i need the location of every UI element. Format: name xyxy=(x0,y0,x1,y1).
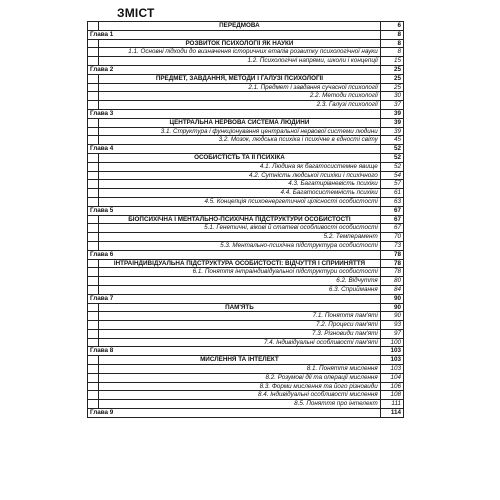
toc-entry-text: 7.4. Індивідуальні особливості пам'яті xyxy=(99,338,381,347)
toc-page-number: 80 xyxy=(380,277,403,286)
toc-page-number: 78 xyxy=(380,259,403,268)
toc-subsection-row xyxy=(88,180,404,189)
toc-chapter-row xyxy=(88,206,404,215)
toc-indent-cell xyxy=(88,83,99,92)
toc-subsection-row xyxy=(88,189,404,198)
toc-title: ЗМІСТ xyxy=(117,6,155,20)
toc-indent-cell xyxy=(88,365,99,374)
toc-page-number: 73 xyxy=(380,241,403,250)
toc-subsection-row xyxy=(88,285,404,294)
toc-page-number: 78 xyxy=(380,250,403,259)
toc-page-number: 108 xyxy=(380,391,403,400)
toc-page-number: 39 xyxy=(380,109,403,118)
toc-entry-text: ОСОБИСТІСТЬ ТА ЇЇ ПСИХІКА xyxy=(99,153,381,162)
toc-subsection-row xyxy=(88,127,404,136)
toc-page-number: 63 xyxy=(380,197,403,206)
toc-entry-text: 4.1. Людина як багатосистемне явище xyxy=(99,162,381,171)
toc-entry-text: РОЗВИТОК ПСИХОЛОГІЇ ЯК НАУКИ xyxy=(99,39,381,48)
toc-page-number: 104 xyxy=(380,373,403,382)
toc-indent-cell xyxy=(88,197,99,206)
toc-subsection-row xyxy=(88,57,404,66)
toc-indent-cell xyxy=(88,321,99,330)
toc-indent-cell xyxy=(88,74,99,83)
toc-indent-cell xyxy=(88,338,99,347)
toc-entry-text: 8.4. Індивідуальні особливості мислення xyxy=(99,391,381,400)
toc-subsection-row xyxy=(88,233,404,242)
toc-entry-text: 6.1. Поняття інтраіндивідуальної підструктури особистості xyxy=(99,268,381,277)
toc-indent-cell xyxy=(88,92,99,101)
toc-indent-cell xyxy=(88,312,99,321)
toc-section-row xyxy=(88,303,404,312)
toc-entry-text: 7.2. Процеси пам'яті xyxy=(99,321,381,330)
toc-section-row xyxy=(88,215,404,224)
toc-subsection-row xyxy=(88,101,404,110)
toc-page-number: 52 xyxy=(380,145,403,154)
toc-indent-cell xyxy=(88,259,99,268)
toc-page-number: 6 xyxy=(380,22,403,31)
toc-subsection-row xyxy=(88,136,404,145)
toc-chapter-row xyxy=(88,65,404,74)
toc-entry-text: Глава 2 xyxy=(88,65,381,74)
toc-page-number: 52 xyxy=(380,153,403,162)
toc-page-number: 97 xyxy=(380,329,403,338)
toc-section-row xyxy=(88,22,404,31)
toc-entry-text: 4.2. Сутність людської психіки і психічного xyxy=(99,171,381,180)
toc-subsection-row xyxy=(88,400,404,409)
toc-subsection-row xyxy=(88,277,404,286)
toc-subsection-row xyxy=(88,241,404,250)
toc-subsection-row xyxy=(88,83,404,92)
toc-body xyxy=(88,22,404,418)
toc-page-number: 25 xyxy=(380,74,403,83)
toc-indent-cell xyxy=(88,180,99,189)
toc-page-number: 103 xyxy=(380,347,403,356)
toc-entry-text: 4.5. Концепція психоенергетичної цілісності особистості xyxy=(99,197,381,206)
toc-entry-text: 3.1. Структура і функціонування центральної нервової системи людини xyxy=(99,127,381,136)
toc-entry-text: 1.2. Психологічні напрями, школи і концепції xyxy=(99,57,381,66)
toc-page-number: 103 xyxy=(380,356,403,365)
toc-page-number: 111 xyxy=(380,400,403,409)
toc-page-number: 67 xyxy=(380,206,403,215)
toc-indent-cell xyxy=(88,373,99,382)
toc-entry-text: 8.1. Поняття мислення xyxy=(99,365,381,374)
toc-entry-text: ПАМ'ЯТЬ xyxy=(99,303,381,312)
toc-indent-cell xyxy=(88,101,99,110)
toc-entry-text: 8.5. Поняття про інтелект xyxy=(99,400,381,409)
toc-page-number: 90 xyxy=(380,303,403,312)
toc-indent-cell xyxy=(88,215,99,224)
toc-page-number: 106 xyxy=(380,382,403,391)
toc-entry-text: 4.3. Багатирівневість психіки xyxy=(99,180,381,189)
toc-entry-text: Глава 7 xyxy=(88,294,381,303)
toc-indent-cell xyxy=(88,303,99,312)
toc-indent-cell xyxy=(88,329,99,338)
toc-page-number: 61 xyxy=(380,189,403,198)
toc-page-number: 90 xyxy=(380,312,403,321)
toc-page-number: 103 xyxy=(380,365,403,374)
toc-indent-cell xyxy=(88,382,99,391)
toc-subsection-row xyxy=(88,48,404,57)
toc-indent-cell xyxy=(88,224,99,233)
toc-subsection-row xyxy=(88,321,404,330)
toc-entry-text: 3.2. Мозок, людська психіка і психічне в єдності світу xyxy=(99,136,381,145)
toc-page-number: 8 xyxy=(380,48,403,57)
toc-page-number: 114 xyxy=(380,409,403,418)
toc-subsection-row xyxy=(88,224,404,233)
toc-page-number: 93 xyxy=(380,321,403,330)
toc-indent-cell xyxy=(88,400,99,409)
toc-entry-text: 5.1. Генетичні, вікові й статеві особливості особистості xyxy=(99,224,381,233)
toc-page-number: 67 xyxy=(380,224,403,233)
toc-page-number: 67 xyxy=(380,215,403,224)
toc-indent-cell xyxy=(88,189,99,198)
toc-page-number: 54 xyxy=(380,171,403,180)
toc-entry-text: 6.3. Сприймання xyxy=(99,285,381,294)
toc-subsection-row xyxy=(88,373,404,382)
toc-indent-cell xyxy=(88,285,99,294)
toc-indent-cell xyxy=(88,118,99,127)
toc-page-number: 37 xyxy=(380,101,403,110)
toc-subsection-row xyxy=(88,382,404,391)
toc-indent-cell xyxy=(88,233,99,242)
toc-indent-cell xyxy=(88,277,99,286)
toc-page-number: 15 xyxy=(380,57,403,66)
toc-indent-cell xyxy=(88,171,99,180)
toc-entry-text: 7.3. Різновиди пам'яті xyxy=(99,329,381,338)
toc-page-number: 39 xyxy=(380,127,403,136)
toc-indent-cell xyxy=(88,57,99,66)
toc-entry-text: 8.2. Розумові дії та операції мислення xyxy=(99,373,381,382)
toc-indent-cell xyxy=(88,153,99,162)
toc-entry-text: 4.4. Багатосистемність психіки xyxy=(99,189,381,198)
toc-page-number: 8 xyxy=(380,39,403,48)
toc-indent-cell xyxy=(88,127,99,136)
toc-entry-text: Глава 1 xyxy=(88,30,381,39)
toc-page-number: 70 xyxy=(380,233,403,242)
toc-subsection-row xyxy=(88,391,404,400)
toc-entry-text: Глава 6 xyxy=(88,250,381,259)
toc-page-number: 57 xyxy=(380,180,403,189)
toc-entry-text: Глава 9 xyxy=(88,409,381,418)
toc-chapter-row xyxy=(88,409,404,418)
toc-subsection-row xyxy=(88,365,404,374)
toc-chapter-row xyxy=(88,250,404,259)
toc-entry-text: 8.3. Форми мислення та його різновиди xyxy=(99,382,381,391)
toc-section-row xyxy=(88,39,404,48)
toc-page-number: 8 xyxy=(380,30,403,39)
toc-section-row xyxy=(88,74,404,83)
toc-entry-text: 2.2. Методи психології xyxy=(99,92,381,101)
toc-entry-text: 5.3. Ментально-психічна підструктура особистості xyxy=(99,241,381,250)
toc-chapter-row xyxy=(88,347,404,356)
toc-page-number: 25 xyxy=(380,65,403,74)
toc-entry-text: 7.1. Поняття пам'яті xyxy=(99,312,381,321)
toc-entry-text: Глава 5 xyxy=(88,206,381,215)
toc-subsection-row xyxy=(88,312,404,321)
toc-table xyxy=(87,21,404,418)
toc-indent-cell xyxy=(88,48,99,57)
toc-page-number: 78 xyxy=(380,268,403,277)
toc-subsection-row xyxy=(88,268,404,277)
toc-chapter-row xyxy=(88,294,404,303)
toc-entry-text: ПЕРЕДМОВА xyxy=(99,22,381,31)
toc-entry-text: ЦЕНТРАЛЬНА НЕРВОВА СИСТЕМА ЛЮДИНИ xyxy=(99,118,381,127)
toc-entry-text: 2.1. Предмет і завдання сучасної психології xyxy=(99,83,381,92)
toc-entry-text: Глава 4 xyxy=(88,145,381,154)
toc-subsection-row xyxy=(88,329,404,338)
toc-page-number: 100 xyxy=(380,338,403,347)
toc-section-row xyxy=(88,153,404,162)
toc-entry-text: БІОПСИХІЧНА І МЕНТАЛЬНО-ПСИХІЧНА ПІДСТРУКТУРИ ОСОБИСТОСТІ xyxy=(99,215,381,224)
toc-chapter-row xyxy=(88,145,404,154)
toc-indent-cell xyxy=(88,268,99,277)
toc-entry-text: 5.2. Темперамент xyxy=(99,233,381,242)
toc-entry-text: 6.2. Відчуття xyxy=(99,277,381,286)
toc-entry-text: Глава 3 xyxy=(88,109,381,118)
toc-page-number: 84 xyxy=(380,285,403,294)
toc-chapter-row xyxy=(88,30,404,39)
toc-indent-cell xyxy=(88,356,99,365)
toc-entry-text: МИСЛЕННЯ ТА ІНТЕЛЕКТ xyxy=(99,356,381,365)
toc-indent-cell xyxy=(88,162,99,171)
toc-chapter-row xyxy=(88,109,404,118)
toc-entry-text: Глава 8 xyxy=(88,347,381,356)
toc-subsection-row xyxy=(88,197,404,206)
toc-subsection-row xyxy=(88,338,404,347)
toc-indent-cell xyxy=(88,241,99,250)
toc-page-number: 90 xyxy=(380,294,403,303)
toc-page-number: 52 xyxy=(380,162,403,171)
toc-page-number: 30 xyxy=(380,92,403,101)
toc-entry-text: 2.3. Галузі психології xyxy=(99,101,381,110)
toc-indent-cell xyxy=(88,22,99,31)
toc-subsection-row xyxy=(88,92,404,101)
toc-indent-cell xyxy=(88,136,99,145)
toc-entry-text: ПРЕДМЕТ, ЗАВДАННЯ, МЕТОДИ І ГАЛУЗІ ПСИХОЛОГІЇ xyxy=(99,74,381,83)
toc-section-row xyxy=(88,259,404,268)
toc-page-number: 25 xyxy=(380,83,403,92)
toc-page-number: 39 xyxy=(380,118,403,127)
toc-indent-cell xyxy=(88,39,99,48)
toc-section-row xyxy=(88,118,404,127)
toc-subsection-row xyxy=(88,162,404,171)
toc-page-number: 45 xyxy=(380,136,403,145)
toc-subsection-row xyxy=(88,171,404,180)
toc-indent-cell xyxy=(88,391,99,400)
toc-entry-text: 1.1. Основні підходи до визначення історичних етапів розвитку психологічної науки xyxy=(99,48,381,57)
toc-section-row xyxy=(88,356,404,365)
toc-entry-text: ІНТРАІНДИВІДУАЛЬНА ПІДСТРУКТУРА ОСОБИСТОСТІ: ВІДЧУТТЯ І СПРИЙНЯТТЯ xyxy=(99,259,381,268)
